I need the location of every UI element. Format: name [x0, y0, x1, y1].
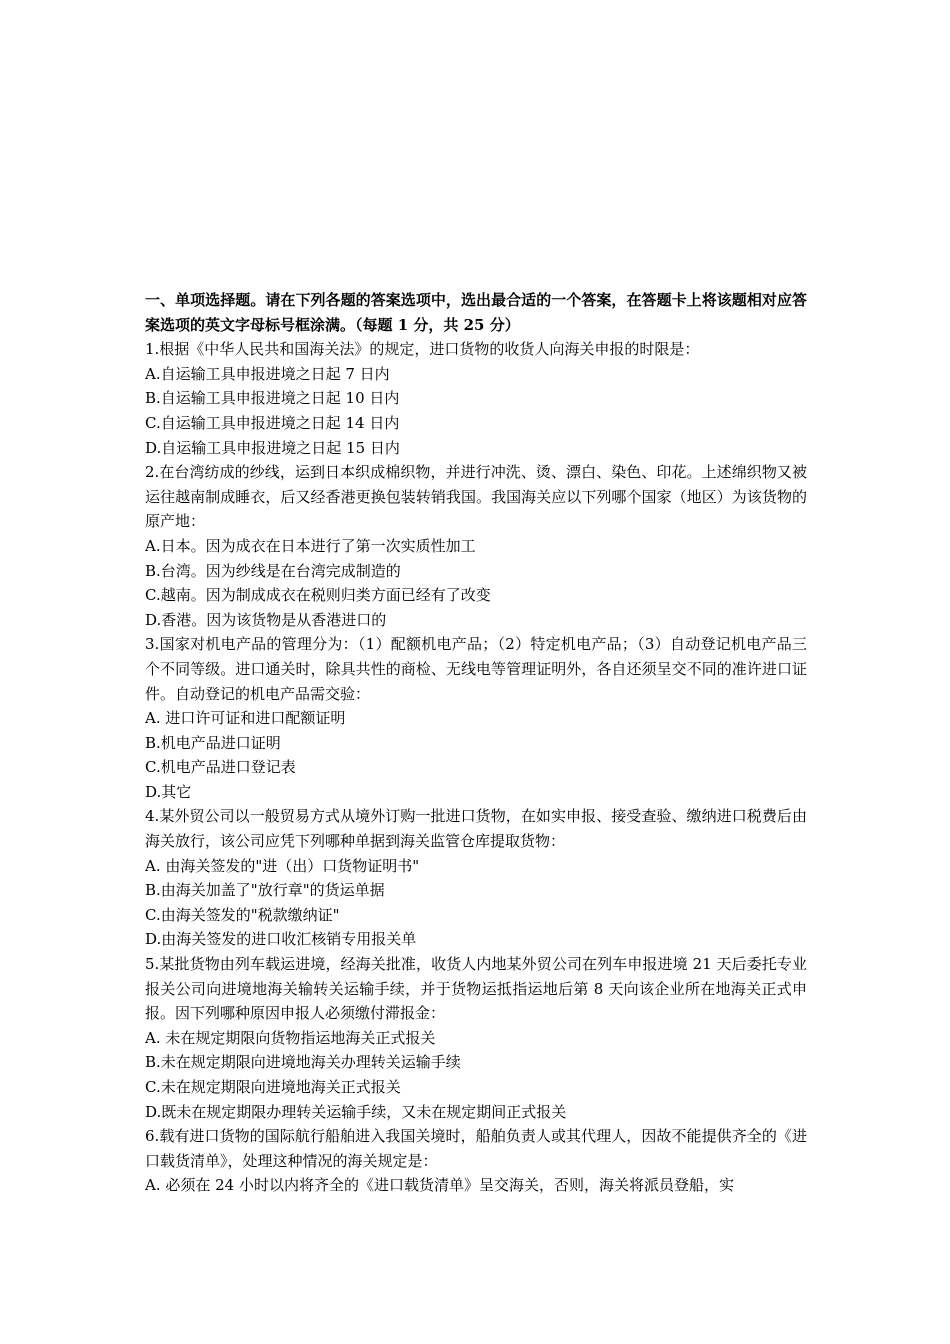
option-b: B.机电产品进口证明	[145, 733, 281, 752]
question-stem: 5.某批货物由列车载运进境，经海关批准，收货人内地某外贸公司在列车申报进境 21 天后委托专业报关公司向进境地海关输转关运输手续，并于货物运抵指运地后第 8 天向该企业所在地海关正式申报。因下列哪种原因申报人必须缴付滞报金：	[145, 955, 807, 1023]
question-3	[145, 632, 807, 804]
option-c: C.未在规定期限向进境地海关正式报关	[145, 1078, 401, 1096]
option-d: D.香港。因为该货物是从香港进口的	[145, 610, 387, 629]
option-d: D.自运输工具申报进境之日起 15 日内	[145, 438, 400, 457]
option-a: A. 未在规定期限向货物指运地海关正式报关	[145, 1028, 436, 1047]
option-d: D.其它	[145, 782, 192, 801]
question-stem: 1.根据《中华人民共和国海关法》的规定，进口货物的收货人向海关申报的时限是：	[145, 340, 700, 359]
option-a: A. 由海关签发的"进（出）口货物证明书"	[145, 856, 420, 875]
question-4	[145, 804, 807, 952]
option-b: B.由海关加盖了"放行章"的货运单据	[145, 881, 385, 900]
option-c: C.由海关签发的"税款缴纳证"	[145, 905, 340, 924]
option-b: B.未在规定期限向进境地海关办理转关运输手续	[145, 1053, 461, 1072]
option-b: B.台湾。因为纱线是在台湾完成制造的	[145, 561, 401, 580]
option-a: A.自运输工具申报进境之日起 7 日内	[145, 364, 390, 383]
option-c: C.机电产品进口登记表	[145, 758, 296, 777]
question-6	[145, 1124, 807, 1198]
question-stem: 6.载有进口货物的国际航行船舶进入我国关境时，船舶负责人或其代理人，因故不能提供齐全的《进口载货清单》，处理这种情况的海关规定是：	[145, 1127, 807, 1170]
question-stem: 4.某外贸公司以一般贸易方式从境外订购一批进口货物，在如实申报、接受查验、缴纳进口税费后由海关放行，该公司应凭下列哪种单据到海关监管仓库提取货物：	[145, 807, 807, 851]
option-c: C.自运输工具申报进境之日起 14 日内	[145, 413, 400, 432]
option-a: A. 必须在 24 小时以内将齐全的《进口载货清单》呈交海关，否则，海关将派员登船，实	[145, 1176, 734, 1195]
question-1	[145, 337, 807, 460]
section-heading: 一、单项选择题。请在下列各题的答案选项中，选出最合适的一个答案，在答题卡上将该题相对应答案选项的英文字母标号框涂满。（每题 1 分，共 25 分）	[145, 291, 807, 334]
exam-page	[145, 288, 807, 1198]
option-b: B.自运输工具申报进境之日起 10 日内	[145, 389, 400, 408]
question-2	[145, 460, 807, 632]
question-stem: 2.在台湾纺成的纱线，运到日本织成棉织物，并进行冲洗、烫、漂白、染色、印花。上述绵织物又被运往越南制成睡衣，后又经香港更换包装转销我国。我国海关应以下列哪个国家（地区）为该货物的原产地：	[145, 463, 807, 531]
question-5	[145, 952, 807, 1124]
option-c: C.越南。因为制成成衣在税则归类方面已经有了改变	[145, 586, 491, 605]
option-d: D.既未在规定期限办理转关运输手续，又未在规定期间正式报关	[145, 1102, 567, 1121]
option-a: A.日本。因为成衣在日本进行了第一次实质性加工	[145, 536, 476, 555]
option-a: A. 进口许可证和进口配额证明	[145, 709, 346, 728]
question-stem: 3.国家对机电产品的管理分为：（1）配额机电产品；（2）特定机电产品；（3）自动登记机电产品三个不同等级。进口通关时，除具共性的商检、无线电等管理证明外，各自还须呈交不同的准许进口证件。自动登记的机电产品需交验：	[145, 635, 807, 703]
option-d: D.由海关签发的进口收汇核销专用报关单	[145, 930, 417, 949]
